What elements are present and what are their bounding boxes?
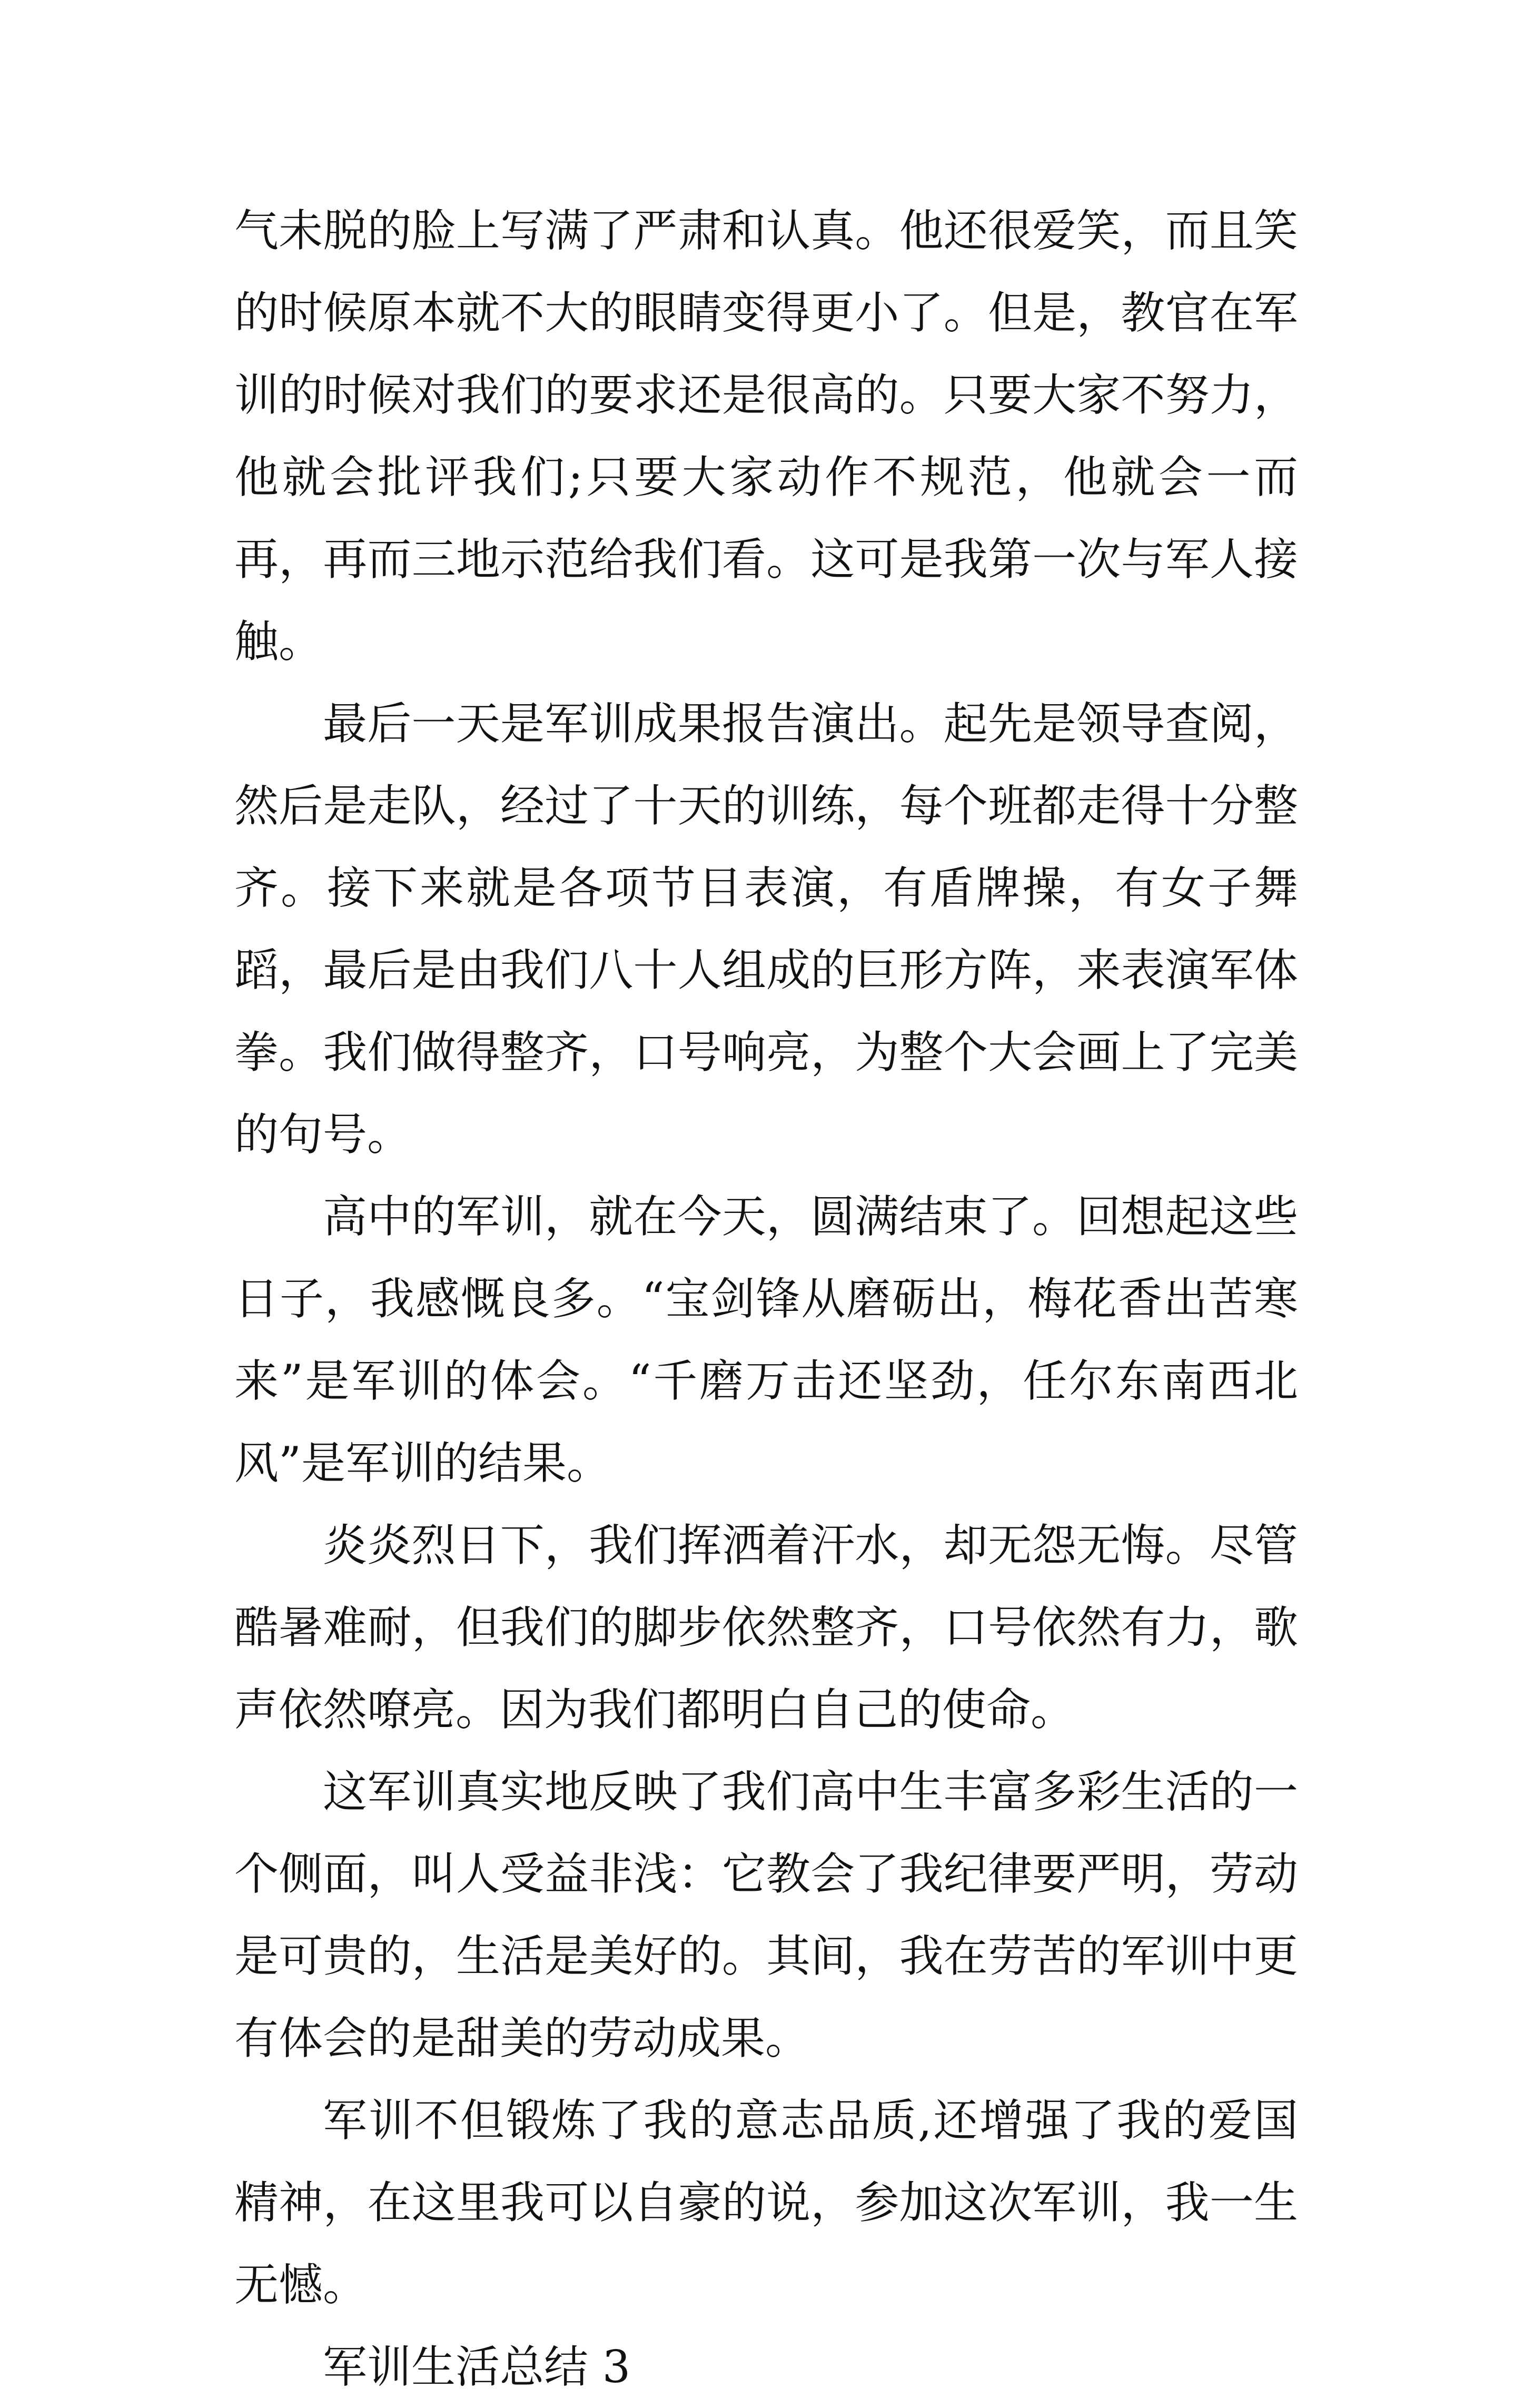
- paragraph-5: 这军训真实地反映了我们高中生丰富多彩生活的一个侧面，叫人受益非浅：它教会了我纪律要严明，劳动是可贵的，生活是美好的。其间，我在劳苦的军训中更有体会的是甜美的劳动成果。: [234, 1766, 1298, 2064]
- paragraph-3: 高中的军训，就在今天，圆满结束了。回想起这些日子，我感慨良多。“宝剑锋从磨砺出，梅花香出苦寒来”是军训的体会。“千磨万击还坚劲，任尔东南西北风”是军训的结果。: [234, 1191, 1298, 1489]
- paragraph-1: 气未脱的脸上写满了严肃和认真。他还很爱笑，而且笑的时候原本就不大的眼睛变得更小了。但是，教官在军训的时候对我们的要求还是很高的。只要大家不努力，他就会批评我们;只要大家动作不规范，他就会一而再，再而三地示范给我们看。这可是我第一次与军人接触。: [234, 205, 1298, 667]
- paragraph-6: 军训不但锻炼了我的意志品质,还增强了我的爱国精神，在这里我可以自豪的说，参加这次军训，我一生无憾。: [234, 2095, 1298, 2311]
- document-body: [234, 190, 1298, 2408]
- paragraph-2: 最后一天是军训成果报告演出。起先是领导查阅，然后是走队，经过了十天的训练，每个班都走得十分整齐。接下来就是各项节目表演，有盾牌操，有女子舞蹈，最后是由我们八十人组成的巨形方阵，来表演军体拳。我们做得整齐，口号响亮，为整个大会画上了完美的句号。: [234, 698, 1298, 1160]
- paragraph-4: 炎炎烈日下，我们挥洒着汗水，却无怨无悔。尽管酷暑难耐，但我们的脚步依然整齐，口号依然有力，歌声依然嘹亮。因为我们都明白自己的使命。: [234, 1519, 1298, 1735]
- section-heading: 军训生活总结 3: [323, 2341, 631, 2393]
